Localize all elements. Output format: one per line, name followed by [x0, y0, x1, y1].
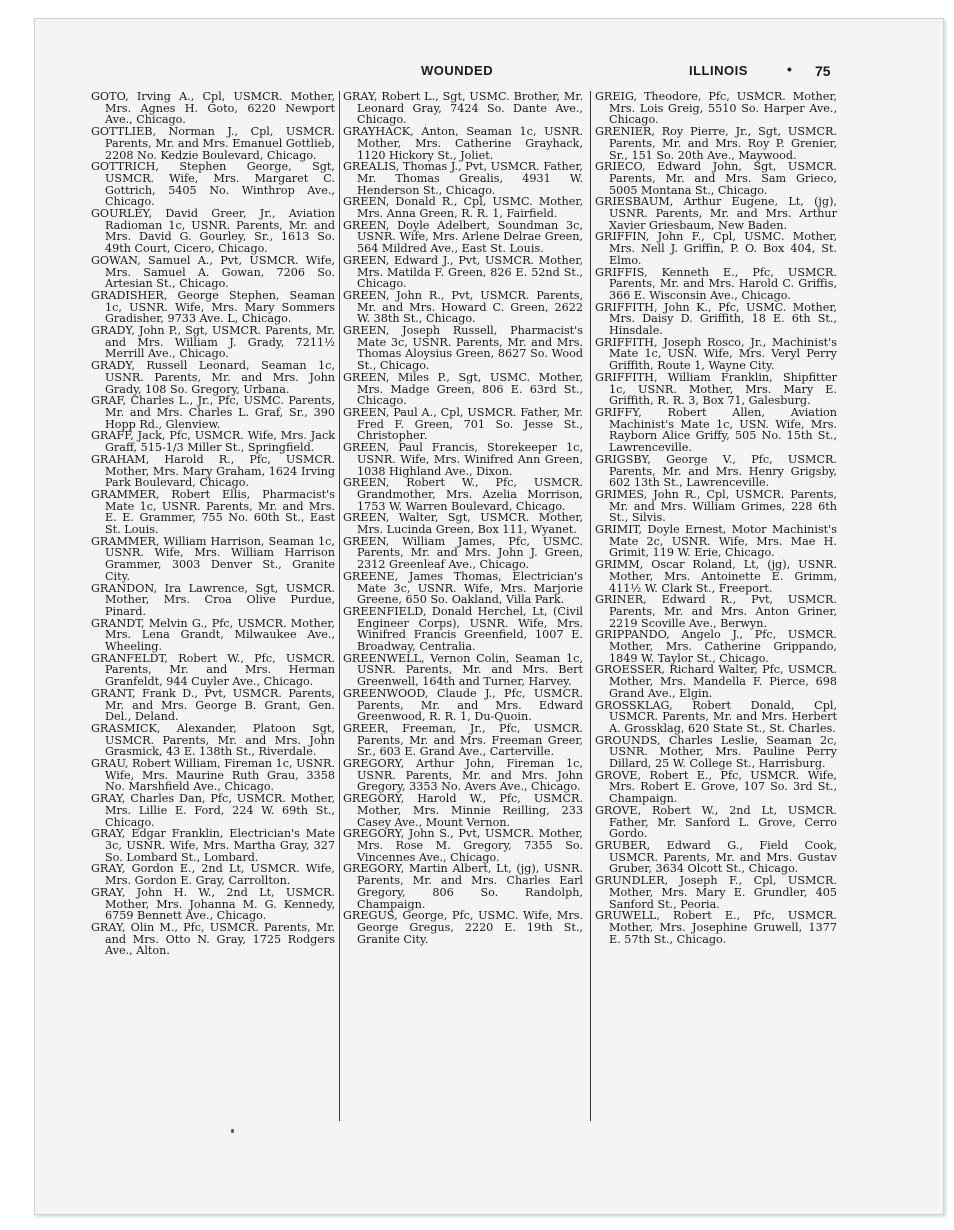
casualty-entry: GRAY, Gordon E., 2nd Lt, USMCR. Wife, Mrs. Gordon E. Gray, Carrollton.	[91, 862, 335, 888]
casualty-entry: GRAFF, Jack, Pfc, USMCR. Wife, Mrs. Jack Graff, 515-1/3 Miller St., Springfield.	[91, 429, 335, 455]
casualty-entry: GRENIER, Roy Pierre, Jr., Sgt, USMCR. Parents, Mr. and Mrs. Roy P. Grenier, Sr., 151 So. 20th Ave., Maywood.	[595, 125, 837, 162]
casualty-entry: GROESSER, Richard Walter, Pfc, USMCR. Mother, Mrs. Mandella F. Pierce, 698 Grand Ave., Elgin.	[595, 663, 837, 700]
casualty-entry: GREEN, Donald R., Cpl, USMC. Mother, Mrs. Anna Green, R. R. 1, Fairfield.	[343, 195, 583, 221]
casualty-entry: GRIFFITH, Joseph Rosco, Jr., Machinist's Mate 1c, USN. Wife, Mrs. Veryl Perry Griffith, Route 1, Wayne City.	[595, 335, 837, 373]
casualty-entry: GREEN, Paul A., Cpl, USMCR. Father, Mr. Fred F. Green, 701 So. Jesse St., Christopher.	[343, 405, 583, 443]
casualty-entry: GREENWOOD, Claude J., Pfc, USMCR. Parents, Mr. and Mrs. Edward Greenwood, R. R. 1, Du-Quoin.	[343, 686, 583, 724]
casualty-entry: GREALIS, Thomas J., Pvt, USMCR. Father, Mr. Thomas Grealis, 4931 W. Henderson St., Chicago.	[343, 160, 583, 197]
casualty-entry: GRIMES, John R., Cpl, USMCR. Parents, Mr. and Mrs. William Grimes, 228 6th St., Silvis.	[595, 487, 837, 525]
casualty-entry: GRIFFIS, Kenneth E., Pfc, USMCR. Parents, Mr. and Mrs. Harold C. Griffis, 366 E. Wisconsin Ave., Chicago.	[595, 265, 837, 302]
casualty-entry: GRAY, Olin M., Pfc, USMCR. Parents, Mr. and Mrs. Otto N. Gray, 1725 Rodgers Ave., Alton.	[91, 920, 335, 958]
column-divider	[339, 91, 340, 1121]
casualty-entry: GRAY, Edgar Franklin, Electrician's Mate 3c, USNR. Wife, Mrs. Martha Gray, 327 So. Lombard St., Lombard.	[91, 827, 335, 864]
page-header	[35, 61, 943, 81]
casualty-entry: GRIFFIN, John F., Cpl, USMC. Mother, Mrs. Nell J. Griffin, P. O. Box 404, St. Elmo.	[595, 230, 837, 267]
casualty-entry: GREEN, Miles P., Sgt, USMC. Mother, Mrs. Madge Green, 806 E. 63rd St., Chicago.	[343, 370, 583, 408]
column-divider	[590, 91, 591, 1121]
paper-mark	[231, 1129, 234, 1133]
document-page	[34, 18, 944, 1215]
casualty-entry: GREER, Freeman, Jr., Pfc, USMCR. Parents, Mr. and Mrs. Freeman Greer, Sr., 603 E. Grand Ave., Carterville.	[343, 721, 583, 759]
casualty-entry: GRIMIT, Doyle Ernest, Motor Machinist's Mate 2c, USNR. Wife, Mrs. Mae H. Grimit, 119 W. Erie, Chicago.	[595, 523, 837, 560]
casualty-entry: GRIGSBY, George V., Pfc, USMCR. Parents, Mr. and Mrs. Henry Grigsby, 602 13th St., Lawrenceville.	[595, 452, 837, 490]
casualty-entry: GRAHAM, Harold R., Pfc, USMCR. Mother, Mrs. Mary Graham, 1624 Irving Park Boulevard, Chicago.	[91, 452, 335, 490]
casualty-entry: GREGORY, John S., Pvt, USMCR. Mother, Mrs. Rose M. Gregory, 7355 So. Vincennes Ave., Chicago.	[343, 827, 583, 864]
casualty-entry: GRASMICK, Alexander, Platoon Sgt, USMCR. Parents, Mr. and Mrs. John Grasmick, 43 E. 138th St., Riverdale.	[91, 721, 335, 759]
casualty-entry: GREEN, John R., Pvt, USMCR. Parents, Mr. and Mrs. Howard C. Green, 2622 W. 38th St., Chicago.	[343, 288, 583, 326]
casualty-entry: GREEN, Doyle Adelbert, Soundman 3c, USNR. Wife, Mrs. Arlene Delrae Green, 564 Mildred Ave., East St. Louis.	[343, 218, 583, 256]
casualty-entry: GRIFFITH, John K., Pfc, USMC. Mother, Mrs. Daisy D. Griffith, 18 E. 6th St., Hinsdale.	[595, 300, 837, 338]
casualty-entry: GRUWELL, Robert E., Pfc, USMCR. Mother, Mrs. Josephine Gruwell, 1377 E. 57th St., Chicago.	[595, 909, 837, 946]
casualty-entry: GRUBER, Edward G., Field Cook, USMCR. Parents, Mr. and Mrs. Gustav Gruber, 3634 Olcott St., Chicago.	[595, 839, 837, 876]
casualty-entry: GRUNDLER, Joseph F., Cpl, USMCR. Mother, Mrs. Mary E. Grundler, 405 Sanford St., Peoria.	[595, 874, 837, 911]
casualty-entry: GREENE, James Thomas, Electrician's Mate 3c, USNR. Wife, Mrs. Marjorie Greene, 650 So. Oakland, Villa Park.	[343, 569, 583, 607]
casualty-entry: GRAYHACK, Anton, Seaman 1c, USNR. Mother, Mrs. Catherine Grayhack, 1120 Hickory St., Joliet.	[343, 125, 583, 162]
casualty-entry: GREGORY, Harold W., Pfc, USMCR. Mother, Mrs. Minnie Reilling, 233 Casey Ave., Mount Vernon.	[343, 792, 583, 829]
casualty-entry: GRAMMER, William Harrison, Seaman 1c, USNR. Wife, Mrs. William Harrison Grammer, 3003 Denver St., Granite City.	[91, 534, 335, 583]
casualty-entry: GOURLEY, David Greer, Jr., Aviation Radioman 1c, USNR. Parents, Mr. and Mrs. David G. Gourley, Sr., 1613 So. 49th Court, Cicero, Chicago.	[91, 207, 335, 256]
casualty-entry: GROVE, Robert W., 2nd Lt, USMCR. Father, Mr. Sanford L. Grove, Cerro Gordo.	[595, 803, 837, 841]
casualty-entry: GRAU, Robert William, Fireman 1c, USNR. Wife, Mrs. Maurine Ruth Grau, 3358 No. Marshfield Ave., Chicago.	[91, 757, 336, 794]
state-title: ILLINOIS	[689, 63, 748, 78]
casualty-entry: GREEN, William James, Pfc, USMC. Parents, Mr. and Mrs. John J. Green, 2312 Greenleaf Ave., Chicago.	[343, 534, 583, 572]
section-title: WOUNDED	[421, 63, 494, 78]
casualty-entry: GRADY, John P., Sgt, USMCR. Parents, Mr. and Mrs. William J. Grady, 7211½ Merrill Ave., Chicago.	[91, 324, 335, 361]
casualty-entry: GROVE, Robert E., Pfc, USMCR. Wife, Mrs. Robert E. Grove, 107 So. 3rd St., Champaign.	[595, 768, 837, 806]
casualty-entry: GRAY, John H. W., 2nd Lt, USMCR. Mother, Mrs. Johanna M. G. Kennedy, 6759 Bennett Ave., Chicago.	[91, 885, 335, 923]
casualty-entry: GROUNDS, Charles Leslie, Seaman 2c, USNR. Mother, Mrs. Pauline Perry Dillard, 25 W. College St., Harrisburg.	[595, 733, 837, 771]
casualty-entry: GRAF, Charles L., Jr., Pfc, USMC. Parents, Mr. and Mrs. Charles L. Graf, Sr., 390 Hopp Rd., Glenview.	[91, 394, 335, 431]
casualty-entry: GRAY, Charles Dan, Pfc, USMCR. Mother, Mrs. Lillie E. Ford, 224 W. 69th St., Chicago.	[91, 792, 335, 829]
casualty-entry: GOTTLIEB, Norman J., Cpl, USMCR. Parents, Mr. and Mrs. Emanuel Gottlieb, 2208 No. Kedzie Boulevard, Chicago.	[91, 125, 335, 162]
page-number: 75	[815, 63, 831, 79]
casualty-entry: GREGORY, Arthur John, Fireman 1c, USNR. Parents, Mr. and Mrs. John Gregory, 3353 No. Avers Ave., Chicago.	[343, 757, 583, 794]
casualty-entry: GRAMMER, Robert Ellis, Pharmacist's Mate 1c, USNR. Parents, Mr. and Mrs. E. E. Grammer, 755 No. 60th St., East St. Louis.	[91, 487, 335, 537]
casualty-entry: GRANT, Frank D., Pvt, USMCR. Parents, Mr. and Mrs. George B. Grant, Gen. Del., Deland.	[91, 686, 335, 724]
casualty-entry: GOTO, Irving A., Cpl, USMCR. Mother, Mrs. Agnes H. Goto, 6220 Newport Ave., Chicago.	[91, 90, 335, 127]
casualty-entry: GRIMM, Oscar Roland, Lt, (jg), USNR. Mother, Mrs. Antoinette E. Grimm, 411½ W. Clark St., Freeport.	[595, 558, 837, 595]
casualty-entry: GRANFELDT, Robert W., Pfc, USMCR. Parents, Mr. and Mrs. Herman Granfeldt, 944 Cuyler Ave., Chicago.	[91, 651, 335, 689]
casualty-entry: GRANDON, Ira Lawrence, Sgt, USMCR. Mother, Mrs. Croa Olive Purdue, Pinard.	[91, 581, 335, 618]
casualty-entry: GREGORY, Martin Albert, Lt, (jg), USNR. Parents, Mr. and Mrs. Charles Earl Gregory, 806 So. Randolph, Champaign.	[343, 862, 583, 911]
casualty-entry: GRADISHER, George Stephen, Seaman 1c, USNR. Wife, Mrs. Mary Sommers Gradisher, 9733 Ave. L, Chicago.	[91, 288, 335, 326]
casualty-entry: GREIG, Theodore, Pfc, USMCR. Mother, Mrs. Lois Greig, 5510 So. Harper Ave., Chicago.	[595, 90, 837, 127]
casualty-entry: GREEN, Robert W., Pfc, USMCR. Grandmother, Mrs. Azelia Morrison, 1753 W. Warren Boulevard, Chicago.	[343, 476, 583, 513]
casualty-entry: GROSSKLAG, Robert Donald, Cpl, USMCR. Parents, Mr. and Mrs. Herbert A. Grossklag, 620 State St., St. Charles.	[595, 698, 837, 735]
casualty-entry: GRADY, Russell Leonard, Seaman 1c, USNR. Parents, Mr. and Mrs. John Grady, 108 So. Gregory, Urbana.	[91, 359, 335, 396]
casualty-entry: GRIECO, Edward John, Sgt, USMCR. Parents, Mr. and Mrs. Sam Grieco, 5005 Montana St., Chicago.	[595, 160, 837, 197]
casualty-entry: GREEN, Paul Francis, Storekeeper 1c, USNR. Wife, Mrs. Winifred Ann Green, 1038 Highland Ave., Dixon.	[343, 441, 583, 478]
casualty-entry: GRIFFITH, William Franklin, Shipfitter 1c, USNR. Mother, Mrs. Mary E. Griffith, R. R. 3, Box 71, Galesburg.	[595, 370, 837, 408]
casualty-entry: GRIFFY, Robert Allen, Aviation Machinist's Mate 1c, USN. Wife, Mrs. Rayborn Alice Griffy, 505 No. 15th St., Lawrenceville.	[595, 405, 837, 455]
casualty-entry: GREEN, Joseph Russell, Pharmacist's Mate 3c, USNR. Parents, Mr. and Mrs. Thomas Aloysius Green, 8627 So. Wood St., Chicago.	[343, 324, 583, 373]
casualty-entry: GOTTRICH, Stephen George, Sgt, USMCR. Wife, Mrs. Margaret C. Gottrich, 5405 No. Winthrop Ave., Chicago.	[91, 160, 335, 209]
casualty-entry: GREEN, Walter, Sgt, USMCR. Mother, Mrs. Lucinda Green, Box 111, Wyanet.	[343, 511, 583, 537]
casualty-entry: GRANDT, Melvin G., Pfc, USMCR. Mother, Mrs. Lena Grandt, Milwaukee Ave., Wheeling.	[91, 616, 335, 654]
casualty-entry: GRINER, Edward R., Pvt, USMCR. Parents, Mr. and Mrs. Anton Griner, 2219 Scoville Ave., Berwyn.	[595, 593, 837, 630]
header-bullet: •	[787, 61, 792, 77]
casualty-entry: GREEN, Edward J., Pvt, USMCR. Mother, Mrs. Matilda F. Green, 826 E. 52nd St., Chicago.	[343, 253, 583, 291]
column-2	[343, 91, 583, 945]
column-1	[91, 91, 335, 957]
column-3	[595, 91, 837, 945]
casualty-entry: GREGUS, George, Pfc, USMC. Wife, Mrs. George Gregus, 2220 E. 19th St., Granite City.	[343, 909, 583, 946]
casualty-entry: GRIESBAUM, Arthur Eugene, Lt, (jg), USNR. Parents, Mr. and Mrs. Arthur Xavier Griesbaum, New Baden.	[595, 195, 837, 232]
casualty-entry: GREENFIELD, Donald Herchel, Lt, (Civil Engineer Corps), USNR. Wife, Mrs. Winifred Francis Greenfield, 1007 E. Broadway, Centralia.	[343, 604, 583, 654]
casualty-entry: GREENWELL, Vernon Colin, Seaman 1c, USNR. Parents, Mr. and Mrs. Bert Greenwell, 164th and Turner, Harvey.	[343, 651, 583, 689]
casualty-entry: GRIPPANDO, Angelo J., Pfc, USMCR. Mother, Mrs. Catherine Grippando, 1849 W. Taylor St., Chicago.	[595, 628, 837, 665]
casualty-entry: GOWAN, Samuel A., Pvt, USMCR. Wife, Mrs. Samuel A. Gowan, 7206 So. Artesian St., Chicago.	[91, 253, 335, 291]
casualty-entry: GRAY, Robert L., Sgt, USMC. Brother, Mr. Leonard Gray, 7424 So. Dante Ave., Chicago.	[343, 90, 583, 127]
